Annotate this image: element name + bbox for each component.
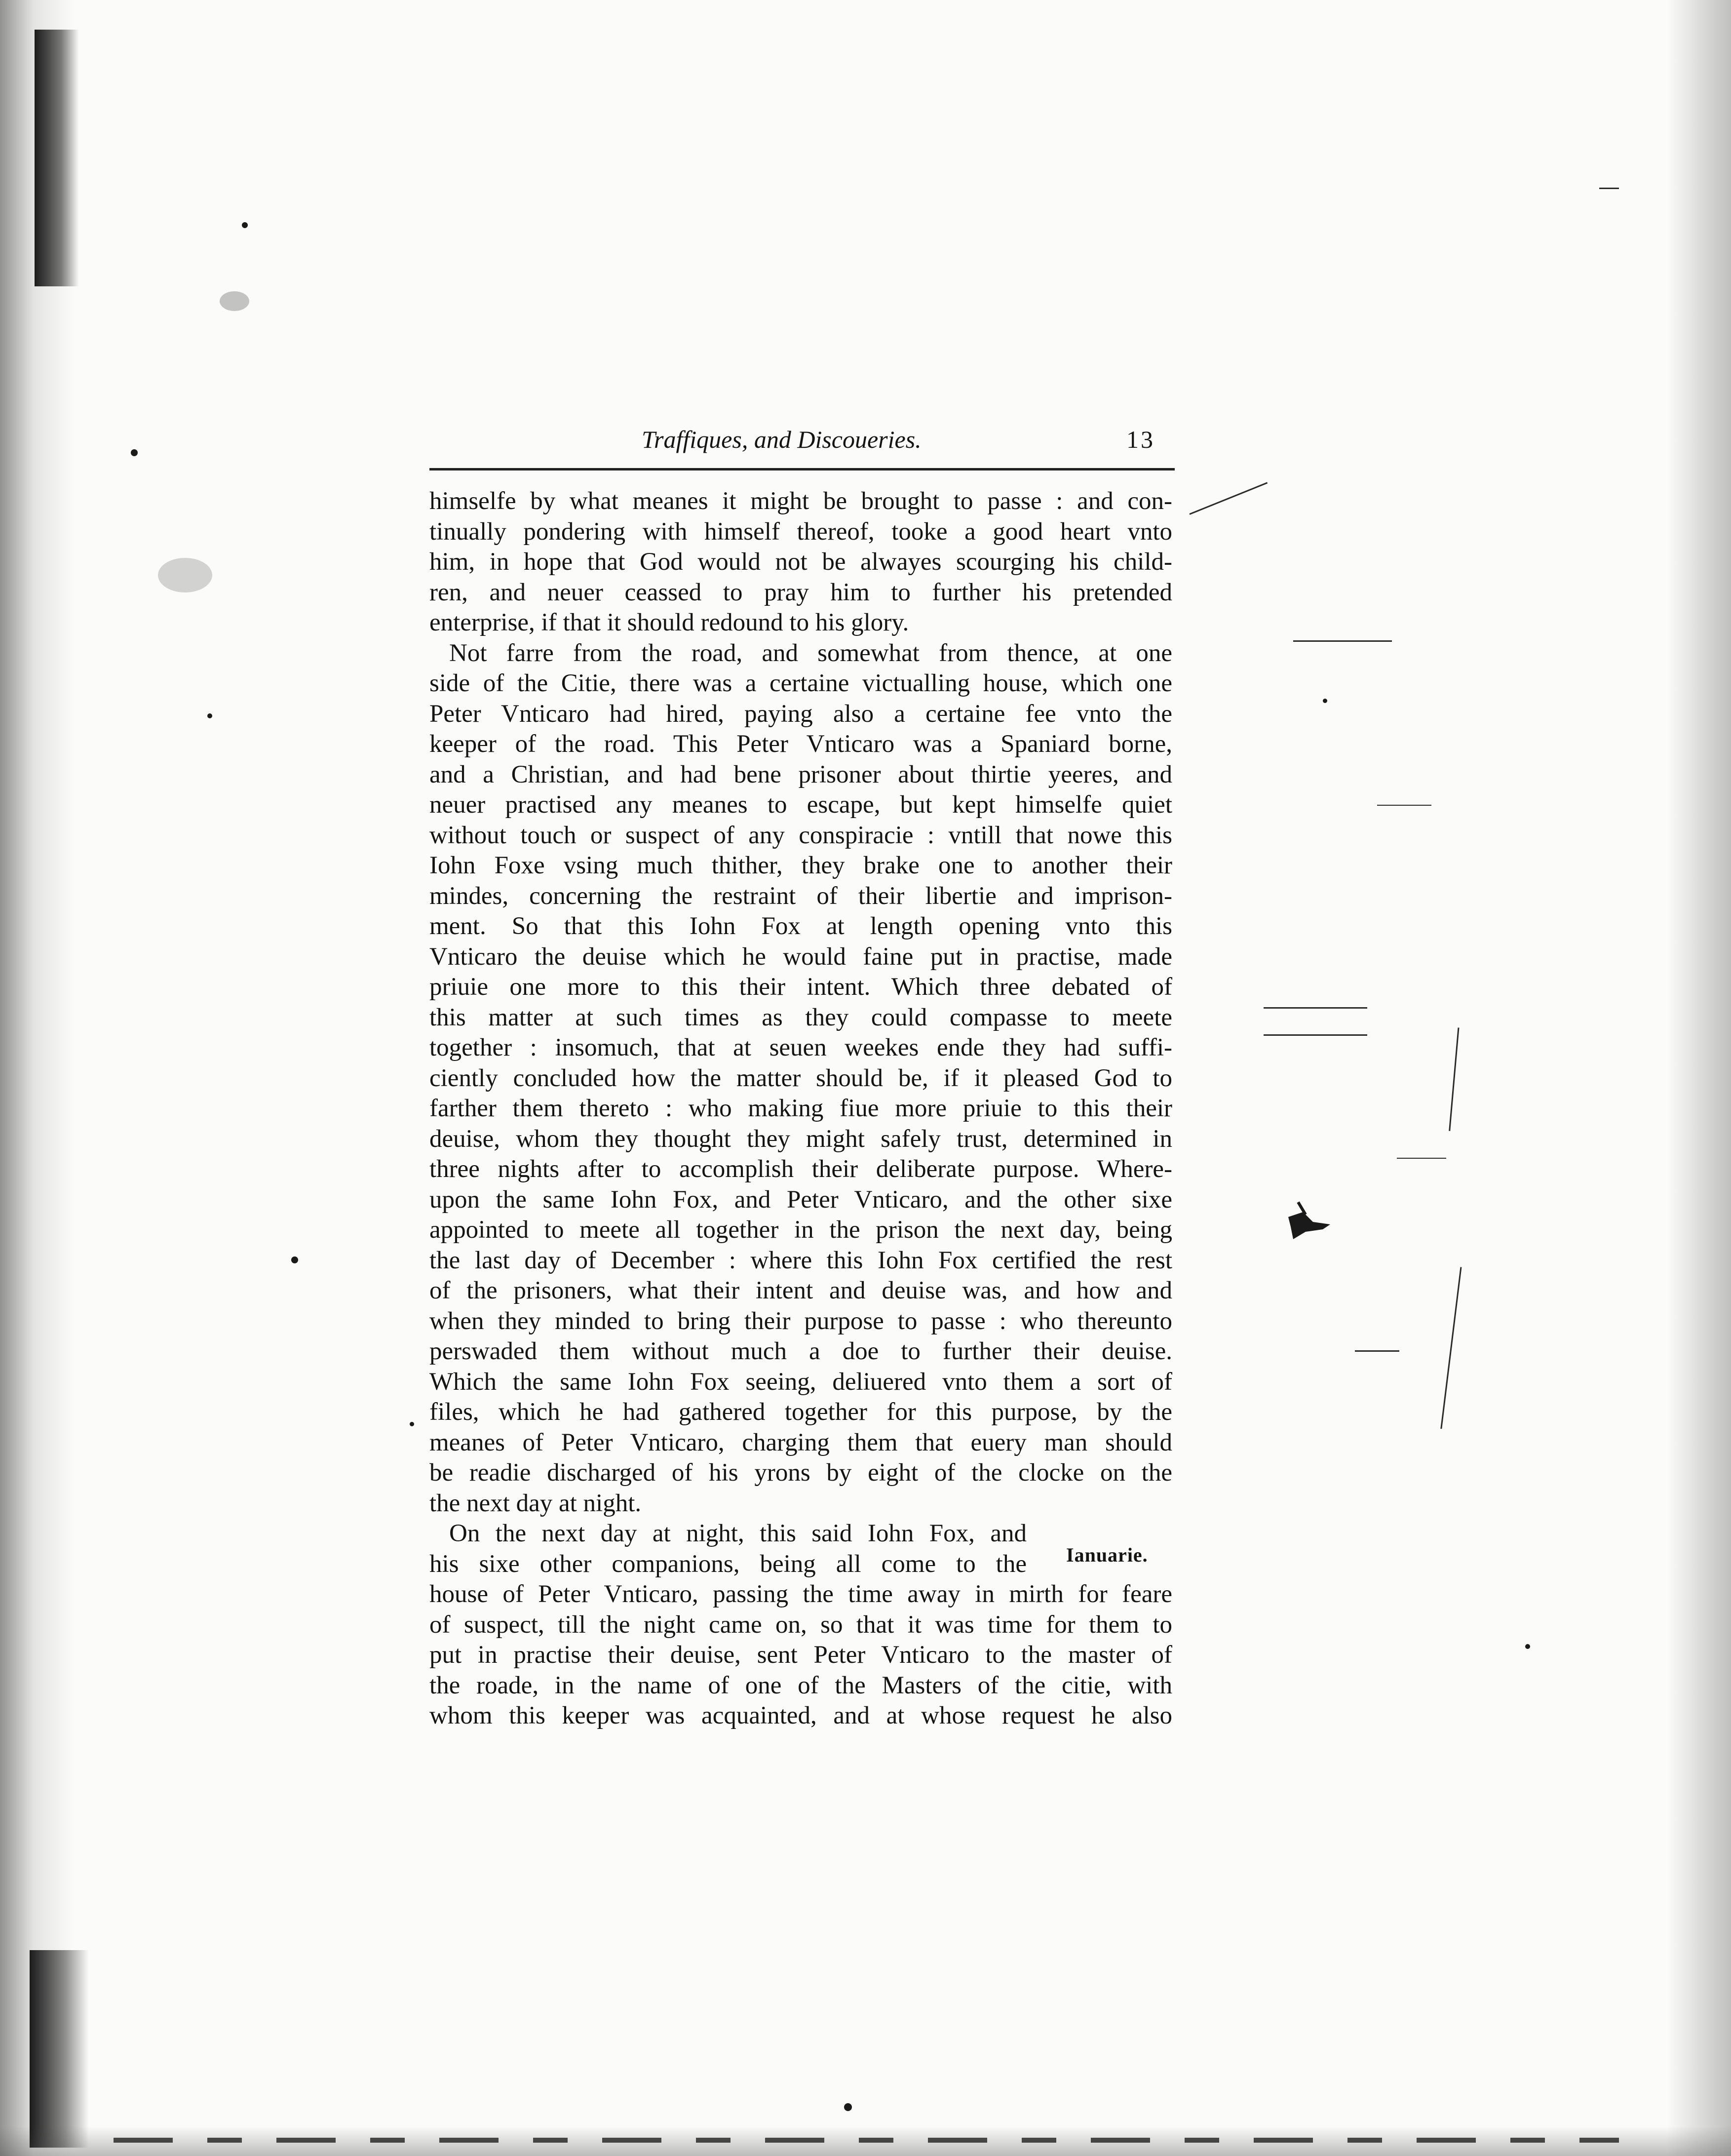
text-line: neuer practised any meanes to escape, but kept himselfe quiet: [429, 791, 1172, 819]
text-line: keeper of the road. This Peter Vnticaro was a Spaniard borne,: [429, 730, 1172, 758]
text-line: without touch or suspect of any conspiracie : vntill that nowe this: [429, 821, 1172, 849]
text-line: deuise, whom they thought they might safely trust, determined in: [429, 1125, 1172, 1153]
scan-speck: [131, 449, 138, 456]
scan-speck: [242, 222, 248, 228]
ink-blot: [1283, 1197, 1338, 1252]
pencil-stroke: [1377, 805, 1431, 806]
scan-shadow-right: [1667, 0, 1731, 2156]
text-line: farther them thereto : who making fiue more priuie to this their: [429, 1095, 1172, 1122]
text-line: priuie one more to this their intent. Which three debated of: [429, 973, 1172, 1001]
text-line: him, in hope that God would not be alwayes scourging his child-: [429, 548, 1172, 576]
text-line: house of Peter Vnticaro, passing the time away in mirth for feare: [429, 1580, 1172, 1608]
text-line: Peter Vnticaro had hired, paying also a certaine fee vnto the: [429, 700, 1172, 728]
page-number: 13: [1126, 426, 1155, 453]
text-line: together : insomuch, that at seuen weekes ende they had suffi-: [429, 1034, 1172, 1061]
margin-note: Ianuarie.: [1066, 1544, 1148, 1566]
text-line: On the next day at night, this said Iohn Fox, and: [449, 1520, 1027, 1547]
pencil-stroke: [1264, 1007, 1367, 1009]
scan-shadow-left-bottom: [30, 1950, 89, 2148]
text-line: tinually pondering with himself thereof, tooke a good heart vnto: [429, 517, 1172, 546]
running-head: [429, 417, 1170, 462]
pencil-stroke: [1189, 482, 1268, 514]
text-line: be readie discharged of his yrons by eight of the clocke on the: [429, 1459, 1172, 1487]
text-line: mindes, concerning the restraint of their libertie and imprison-: [429, 882, 1172, 910]
text-line: and a Christian, and had bene prisoner about thirtie yeeres, and: [429, 760, 1172, 788]
pencil-stroke: [1264, 1034, 1367, 1036]
text-line: Iohn Foxe vsing much thither, they brake one to another their: [429, 852, 1172, 879]
pencil-stroke: [1449, 1027, 1459, 1131]
text-line: of suspect, till the night came on, so that it was time for them to: [429, 1610, 1172, 1639]
body-text: [429, 486, 1172, 1731]
text-line: perswaded them without much a doe to further their deuise.: [429, 1337, 1172, 1365]
text-line: this matter at such times as they could compasse to meete: [429, 1003, 1172, 1031]
text-line: ment. So that this Iohn Fox at length opening vnto this: [429, 912, 1172, 940]
text-line: side of the Citie, there was a certaine victualling house, which one: [429, 669, 1172, 697]
text-line: upon the same Iohn Fox, and Peter Vnticaro, and the other sixe: [429, 1185, 1172, 1214]
text-line: Vnticaro the deuise which he would faine put in practise, made: [429, 942, 1172, 971]
text-line: files, which he had gathered together for this purpose, by the: [429, 1398, 1172, 1426]
scan-bottom-dashes: [114, 2138, 1619, 2143]
scan-speck: [207, 713, 212, 718]
scan-speck: [410, 1422, 414, 1426]
text-line: three nights after to accomplish their deliberate purpose. Where-: [429, 1155, 1172, 1183]
text-line: when they minded to bring their purpose to passe : who thereunto: [429, 1307, 1172, 1335]
text-line: the last day of December : where this Iohn Fox certified the rest: [429, 1246, 1172, 1274]
pencil-stroke: [1293, 640, 1392, 642]
scan-smudge: [158, 558, 212, 592]
text-line: Which the same Iohn Fox seeing, deliuered vnto them a sort of: [429, 1368, 1172, 1396]
text-line: meanes of Peter Vnticaro, charging them that euery man should: [429, 1428, 1172, 1456]
pencil-stroke: [1599, 188, 1619, 189]
text-line: ciently concluded how the matter should be, if it pleased God to: [429, 1064, 1172, 1092]
text-line: the next day at night.: [429, 1489, 642, 1517]
text-line: Not farre from the road, and somewhat from thence, at one: [449, 639, 1172, 667]
text-line: of the prisoners, what their intent and deuise was, and how and: [429, 1277, 1172, 1304]
text-line: whom this keeper was acquainted, and at whose request he also: [429, 1702, 1172, 1729]
scan-shadow-left-top: [35, 30, 79, 286]
scan-speck: [844, 2103, 852, 2111]
header-rule: [429, 468, 1175, 470]
scan-speck: [1525, 1644, 1530, 1649]
text-line: enterprise, if that it should redound to his glory.: [429, 609, 909, 636]
text-line: put in practise their deuise, sent Peter Vnticaro to the master of: [429, 1641, 1172, 1669]
pencil-stroke: [1397, 1158, 1446, 1159]
pencil-stroke: [1440, 1267, 1462, 1429]
text-line: his sixe other companions, being all come to the: [429, 1550, 1027, 1578]
scan-speck: [291, 1256, 298, 1263]
text-line: himselfe by what meanes it might be brought to passe : and con-: [429, 487, 1172, 515]
text-line: appointed to meete all together in the prison the next day, being: [429, 1216, 1172, 1244]
text-line: the roade, in the name of one of the Masters of the citie, with: [429, 1671, 1172, 1699]
scan-speck: [1323, 699, 1327, 703]
pencil-stroke: [1355, 1350, 1399, 1352]
running-title: Traffiques, and Discoueries.: [642, 426, 922, 453]
scan-smudge: [220, 291, 249, 311]
text-line: ren, and neuer ceassed to pray him to further his pretended: [429, 578, 1172, 606]
scan-shadow-left: [0, 0, 74, 2156]
